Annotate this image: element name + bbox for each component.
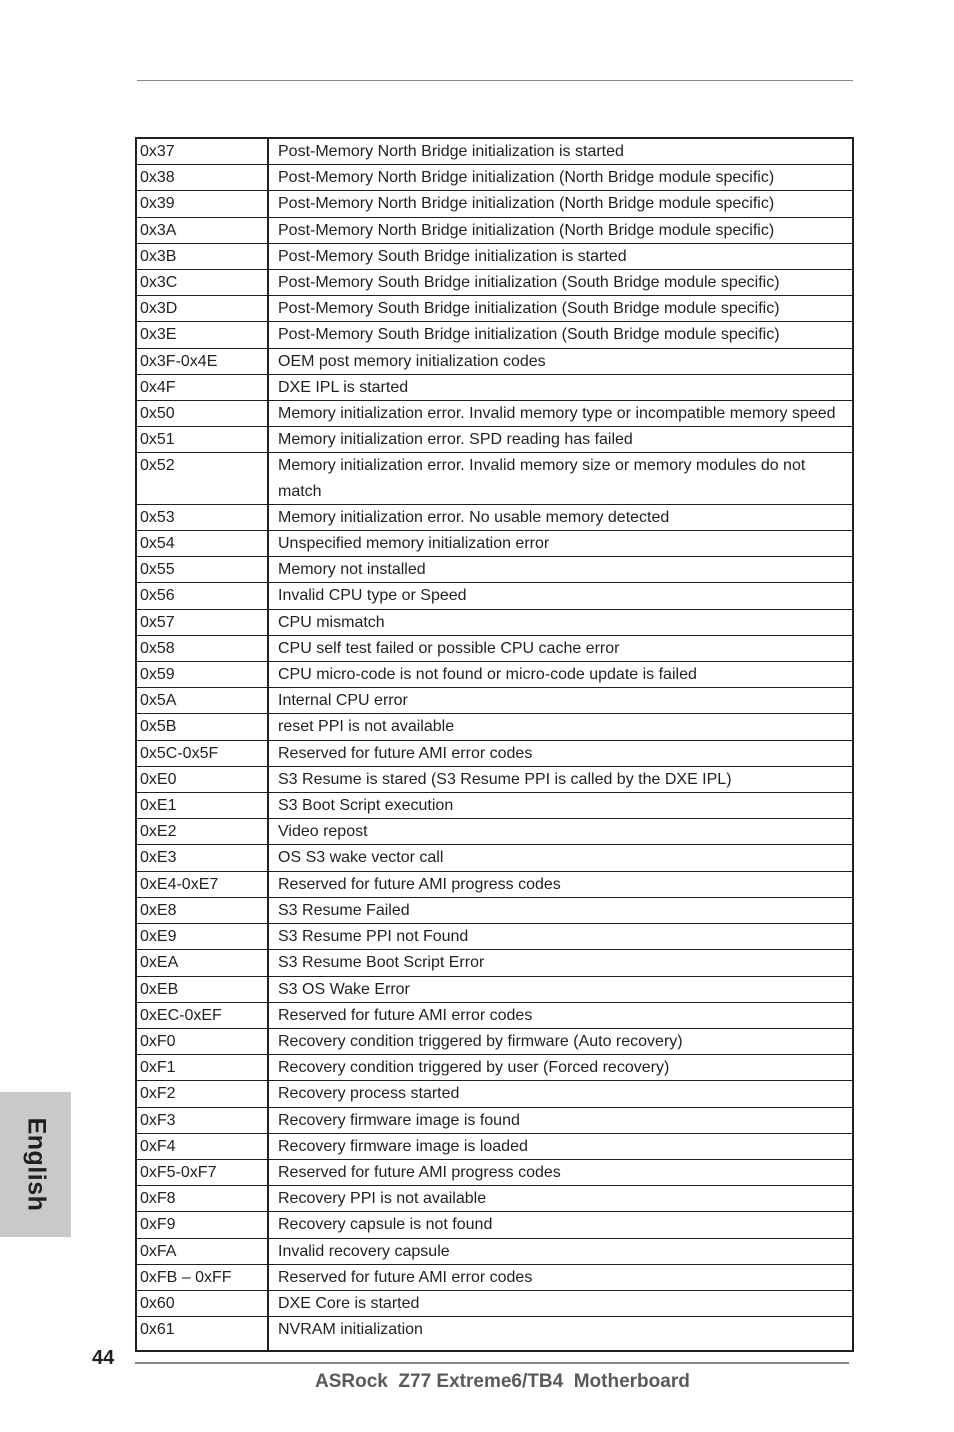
post-code-cell: 0xE4-0xE7 [136, 871, 268, 897]
post-code-cell: 0xF9 [136, 1212, 268, 1238]
table-row [136, 976, 853, 1002]
table-row [136, 924, 853, 950]
post-code-description-cell: S3 Resume PPI not Found [268, 924, 853, 950]
post-code-cell: 0x58 [136, 635, 268, 661]
post-code-description-cell: Recovery process started [268, 1081, 853, 1107]
post-code-cell: 0xE2 [136, 819, 268, 845]
post-code-cell: 0xE9 [136, 924, 268, 950]
post-code-cell: 0x53 [136, 504, 268, 530]
table-row [136, 138, 853, 165]
table-row [136, 270, 853, 296]
post-code-description-cell: S3 Boot Script execution [268, 793, 853, 819]
table-row [136, 583, 853, 609]
post-code-cell: 0xEC-0xEF [136, 1002, 268, 1028]
language-tab [0, 1092, 71, 1237]
table-row [136, 374, 853, 400]
post-code-cell: 0xF4 [136, 1133, 268, 1159]
post-code-cell: 0xF2 [136, 1081, 268, 1107]
post-code-cell: 0xEB [136, 976, 268, 1002]
table-row [136, 1159, 853, 1185]
post-code-description-cell: Invalid recovery capsule [268, 1238, 853, 1264]
footer-title: ASRock Z77 Extreme6/TB4 Motherboard [315, 1371, 690, 1392]
post-code-cell: 0x3B [136, 243, 268, 269]
post-code-description-cell: CPU mismatch [268, 609, 853, 635]
post-code-cell: 0xF5-0xF7 [136, 1159, 268, 1185]
table-row [136, 453, 853, 504]
table-row [136, 793, 853, 819]
post-code-description-cell: Post-Memory South Bridge initialization is started [268, 243, 853, 269]
table-row [136, 662, 853, 688]
post-code-description-cell: Memory initialization error. Invalid memory size or memory modules do not match [268, 453, 853, 504]
post-code-cell: 0xF8 [136, 1186, 268, 1212]
post-code-description-cell: CPU micro-code is not found or micro-code update is failed [268, 662, 853, 688]
post-code-cell: 0x57 [136, 609, 268, 635]
post-code-description-cell: S3 OS Wake Error [268, 976, 853, 1002]
post-code-cell: 0xF3 [136, 1107, 268, 1133]
post-code-description-cell: NVRAM initialization [268, 1317, 853, 1352]
post-code-cell: 0x54 [136, 531, 268, 557]
table-row [136, 766, 853, 792]
post-code-cell: 0xE1 [136, 793, 268, 819]
post-code-cell: 0x60 [136, 1290, 268, 1316]
post-code-cell: 0x3F-0x4E [136, 348, 268, 374]
table-row [136, 1002, 853, 1028]
table-row [136, 740, 853, 766]
table-row [136, 1290, 853, 1316]
table-row [136, 165, 853, 191]
post-code-description-cell: CPU self test failed or possible CPU cache error [268, 635, 853, 661]
post-code-table [135, 137, 854, 1352]
table-row [136, 348, 853, 374]
post-code-description-cell: S3 Resume is stared (S3 Resume PPI is called by the DXE IPL) [268, 766, 853, 792]
post-code-cell: 0x5C-0x5F [136, 740, 268, 766]
post-code-cell: 0x56 [136, 583, 268, 609]
post-code-cell: 0x50 [136, 401, 268, 427]
post-code-description-cell: Post-Memory South Bridge initialization (South Bridge module specific) [268, 296, 853, 322]
table-row [136, 1055, 853, 1081]
table-row [136, 897, 853, 923]
post-code-cell: 0xFA [136, 1238, 268, 1264]
table-row [136, 531, 853, 557]
post-code-description-cell: reset PPI is not available [268, 714, 853, 740]
footer-rule [135, 1362, 849, 1364]
post-code-cell: 0x39 [136, 191, 268, 217]
language-tab-label: English [22, 1117, 51, 1212]
post-code-description-cell: OS S3 wake vector call [268, 845, 853, 871]
table-row [136, 1264, 853, 1290]
table-row [136, 1317, 853, 1352]
table-row [136, 1212, 853, 1238]
post-code-description-cell: Recovery firmware image is loaded [268, 1133, 853, 1159]
post-code-description-cell: Reserved for future AMI error codes [268, 1002, 853, 1028]
post-code-description-cell: Recovery condition triggered by firmware (Auto recovery) [268, 1028, 853, 1054]
post-code-description-cell: Recovery condition triggered by user (Forced recovery) [268, 1055, 853, 1081]
post-code-cell: 0x3D [136, 296, 268, 322]
post-code-cell: 0xFB – 0xFF [136, 1264, 268, 1290]
post-code-cell: 0x3E [136, 322, 268, 348]
post-code-description-cell: DXE IPL is started [268, 374, 853, 400]
post-code-description-cell: Video repost [268, 819, 853, 845]
post-code-description-cell: Post-Memory South Bridge initialization (South Bridge module specific) [268, 270, 853, 296]
post-code-description-cell: Invalid CPU type or Speed [268, 583, 853, 609]
post-code-description-cell: Reserved for future AMI progress codes [268, 871, 853, 897]
post-code-cell: 0x3A [136, 217, 268, 243]
post-code-description-cell: Internal CPU error [268, 688, 853, 714]
table-row [136, 243, 853, 269]
table-row [136, 191, 853, 217]
post-code-cell: 0xE8 [136, 897, 268, 923]
post-code-description-cell: Memory initialization error. No usable memory detected [268, 504, 853, 530]
post-code-description-cell: Post-Memory South Bridge initialization (South Bridge module specific) [268, 322, 853, 348]
post-code-cell: 0xE3 [136, 845, 268, 871]
post-code-description-cell: Reserved for future AMI progress codes [268, 1159, 853, 1185]
post-code-description-cell: Post-Memory North Bridge initialization (North Bridge module specific) [268, 217, 853, 243]
table-row [136, 950, 853, 976]
table-row [136, 1107, 853, 1133]
table-row [136, 1133, 853, 1159]
table-row [136, 217, 853, 243]
table-row [136, 714, 853, 740]
post-code-description-cell: Post-Memory North Bridge initialization (North Bridge module specific) [268, 165, 853, 191]
post-code-cell: 0x4F [136, 374, 268, 400]
table-row [136, 1186, 853, 1212]
post-code-cell: 0x61 [136, 1317, 268, 1352]
post-code-cell: 0x5A [136, 688, 268, 714]
post-code-description-cell: Memory not installed [268, 557, 853, 583]
table-row [136, 871, 853, 897]
table-row [136, 401, 853, 427]
post-code-description-cell: Memory initialization error. Invalid memory type or incompatible memory speed [268, 401, 853, 427]
page-number: 44 [92, 1347, 115, 1369]
post-code-cell: 0x52 [136, 453, 268, 504]
table-row [136, 1238, 853, 1264]
table-row [136, 1081, 853, 1107]
post-code-cell: 0xF0 [136, 1028, 268, 1054]
post-code-description-cell: Recovery capsule is not found [268, 1212, 853, 1238]
table-row [136, 296, 853, 322]
post-code-cell: 0xF1 [136, 1055, 268, 1081]
post-code-cell: 0xEA [136, 950, 268, 976]
table-row [136, 322, 853, 348]
post-code-description-cell: S3 Resume Failed [268, 897, 853, 923]
table-row [136, 504, 853, 530]
post-code-cell: 0x38 [136, 165, 268, 191]
table-row [136, 635, 853, 661]
post-code-cell: 0x55 [136, 557, 268, 583]
table-row [136, 845, 853, 871]
header-rule [137, 80, 853, 81]
table-row [136, 1028, 853, 1054]
post-code-description-cell: Reserved for future AMI error codes [268, 740, 853, 766]
post-code-description-cell: DXE Core is started [268, 1290, 853, 1316]
table-row [136, 557, 853, 583]
post-code-cell: 0x3C [136, 270, 268, 296]
post-code-cell: 0x51 [136, 427, 268, 453]
post-code-description-cell: S3 Resume Boot Script Error [268, 950, 853, 976]
table-row [136, 688, 853, 714]
post-code-description-cell: Reserved for future AMI error codes [268, 1264, 853, 1290]
post-code-table-body [136, 138, 853, 1351]
post-code-description-cell: Recovery firmware image is found [268, 1107, 853, 1133]
table-row [136, 427, 853, 453]
post-code-cell: 0x5B [136, 714, 268, 740]
post-code-cell: 0x59 [136, 662, 268, 688]
post-code-description-cell: Unspecified memory initialization error [268, 531, 853, 557]
post-code-cell: 0x37 [136, 138, 268, 165]
post-code-description-cell: Memory initialization error. SPD reading has failed [268, 427, 853, 453]
table-row [136, 819, 853, 845]
post-code-description-cell: Recovery PPI is not available [268, 1186, 853, 1212]
post-code-description-cell: Post-Memory North Bridge initialization is started [268, 138, 853, 165]
post-code-cell: 0xE0 [136, 766, 268, 792]
post-code-description-cell: Post-Memory North Bridge initialization (North Bridge module specific) [268, 191, 853, 217]
table-row [136, 609, 853, 635]
post-code-description-cell: OEM post memory initialization codes [268, 348, 853, 374]
